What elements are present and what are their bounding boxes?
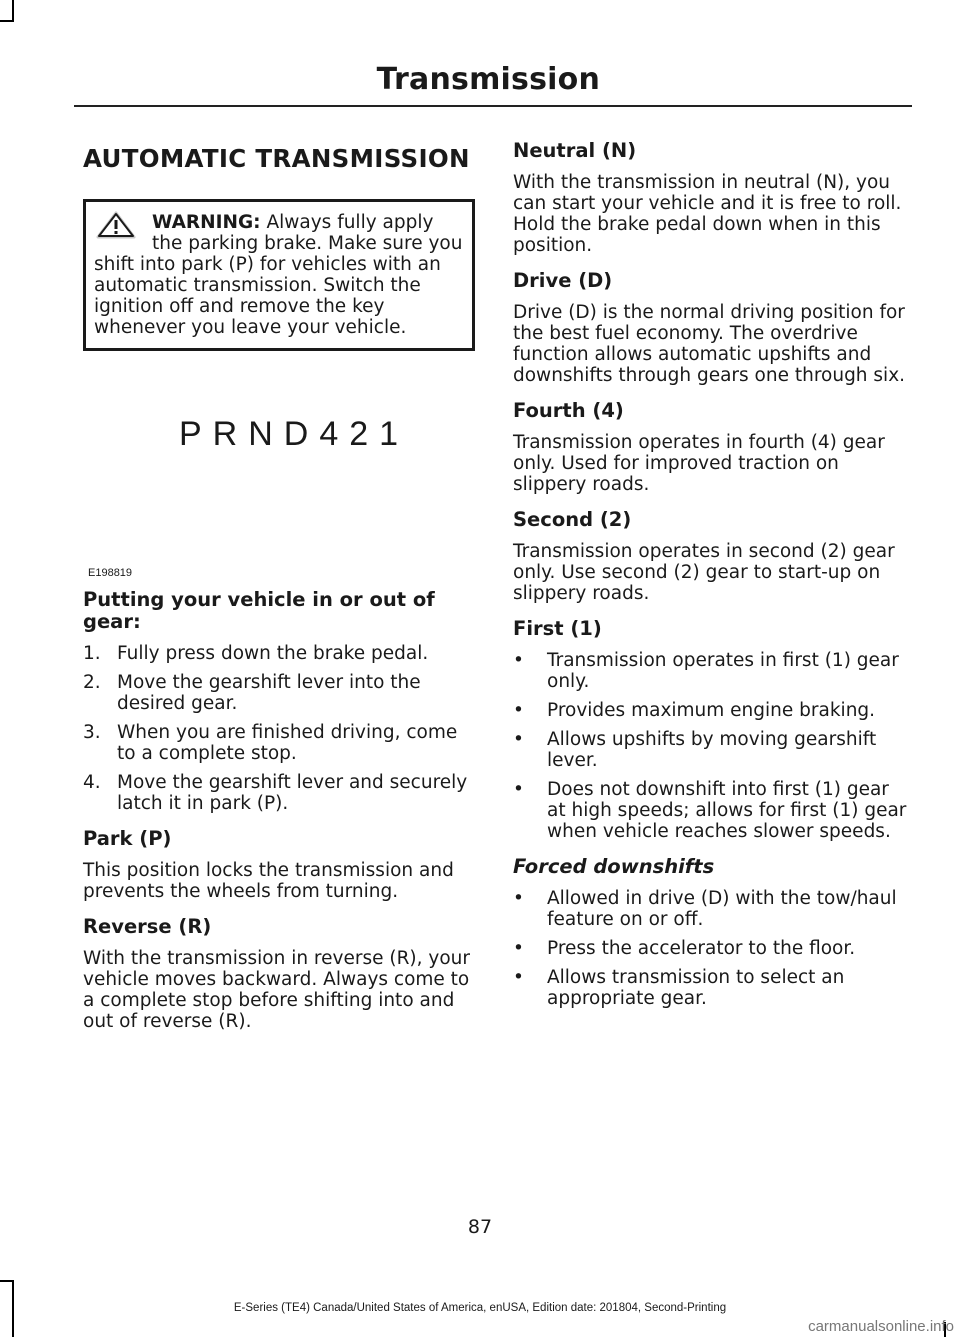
list-item: 2. Move the gearshift lever into the desired gear. bbox=[83, 672, 421, 714]
list-item: • Does not downshift into first (1) gear at high speeds; allows for first (1) gear when vehicle reaches slower speeds. bbox=[513, 779, 907, 842]
list-item: • Allows transmission to select an appropriate gear. bbox=[513, 967, 845, 1009]
list-item: 3. When you are finished driving, come to a complete stop. bbox=[83, 722, 458, 764]
figure-code: E198819 bbox=[88, 567, 133, 579]
forced-downshifts-heading: Forced downshifts bbox=[513, 855, 715, 878]
fourth-text: Transmission operates in fourth (4) gear only. Used for improved traction on slippery roads. bbox=[513, 432, 885, 495]
crop-mark bbox=[0, 20, 14, 22]
gear-heading: Putting your vehicle in or out of gear: bbox=[83, 588, 435, 633]
steps-list bbox=[83, 643, 475, 814]
list-item: 1. Fully press down the brake pedal. bbox=[83, 643, 429, 664]
list-item: • Transmission operates in first (1) gear only. bbox=[513, 650, 899, 692]
gear-indicator-figure bbox=[83, 351, 475, 589]
list-item: • Allowed in drive (D) with the tow/haul feature on or off. bbox=[513, 888, 897, 930]
neutral-text: With the transmission in neutral (N), you can start your vehicle and it is free to roll. Hold the brake pedal down when in this position. bbox=[513, 172, 902, 256]
warning-text: Always fully apply the parking brake. Make sure you shift into park (P) for vehicles with an automatic transmission. Switch the ignition off and remove the key whenever you leave your vehicle. bbox=[94, 212, 463, 338]
page-header-title: Transmission bbox=[376, 62, 600, 97]
page-number: 87 bbox=[467, 1216, 493, 1238]
park-text: This position locks the transmission and prevents the wheels from turning. bbox=[83, 860, 454, 902]
warning-triangle-icon bbox=[94, 210, 150, 240]
list-item: 4. Move the gearshift lever and securely latch it in park (P). bbox=[83, 772, 468, 814]
first-gear-list bbox=[513, 650, 910, 842]
park-heading: Park (P) bbox=[83, 827, 172, 850]
edition-footer: E-Series (TE4) Canada/United States of America, enUSA, Edition date: 201804, Second-Printing bbox=[233, 1302, 727, 1314]
header-divider bbox=[74, 105, 912, 107]
fourth-heading: Fourth (4) bbox=[513, 399, 624, 422]
right-column bbox=[513, 140, 910, 1023]
second-heading: Second (2) bbox=[513, 508, 632, 531]
drive-heading: Drive (D) bbox=[513, 269, 613, 292]
forced-downshifts-list bbox=[513, 888, 910, 1009]
list-item: • Press the accelerator to the floor. bbox=[513, 938, 856, 959]
neutral-heading: Neutral (N) bbox=[513, 139, 637, 162]
crop-mark bbox=[0, 1280, 14, 1282]
reverse-heading: Reverse (R) bbox=[83, 915, 212, 938]
drive-text: Drive (D) is the normal driving position for the best fuel economy. The overdrive function allows automatic upshifts and downshifts through gears one through six. bbox=[513, 302, 906, 386]
watermark: carmanualsonline.info bbox=[808, 1318, 954, 1335]
warning-label: WARNING: bbox=[152, 212, 261, 233]
crop-mark bbox=[12, 0, 14, 20]
gear-positions: PRND421 bbox=[179, 415, 410, 453]
list-item: • Allows upshifts by moving gearshift lever. bbox=[513, 729, 877, 771]
second-text: Transmission operates in second (2) gear only. Use second (2) gear to start-up on slippery roads. bbox=[513, 541, 895, 604]
first-heading: First (1) bbox=[513, 617, 602, 640]
list-item: • Provides maximum engine braking. bbox=[513, 700, 876, 721]
section-title: AUTOMATIC TRANSMISSION bbox=[83, 144, 470, 173]
warning-box bbox=[83, 199, 475, 351]
reverse-text: With the transmission in reverse (R), your vehicle moves backward. Always come to a complete stop before shifting into and out of reverse (R). bbox=[83, 948, 471, 1032]
left-column bbox=[83, 140, 475, 1046]
